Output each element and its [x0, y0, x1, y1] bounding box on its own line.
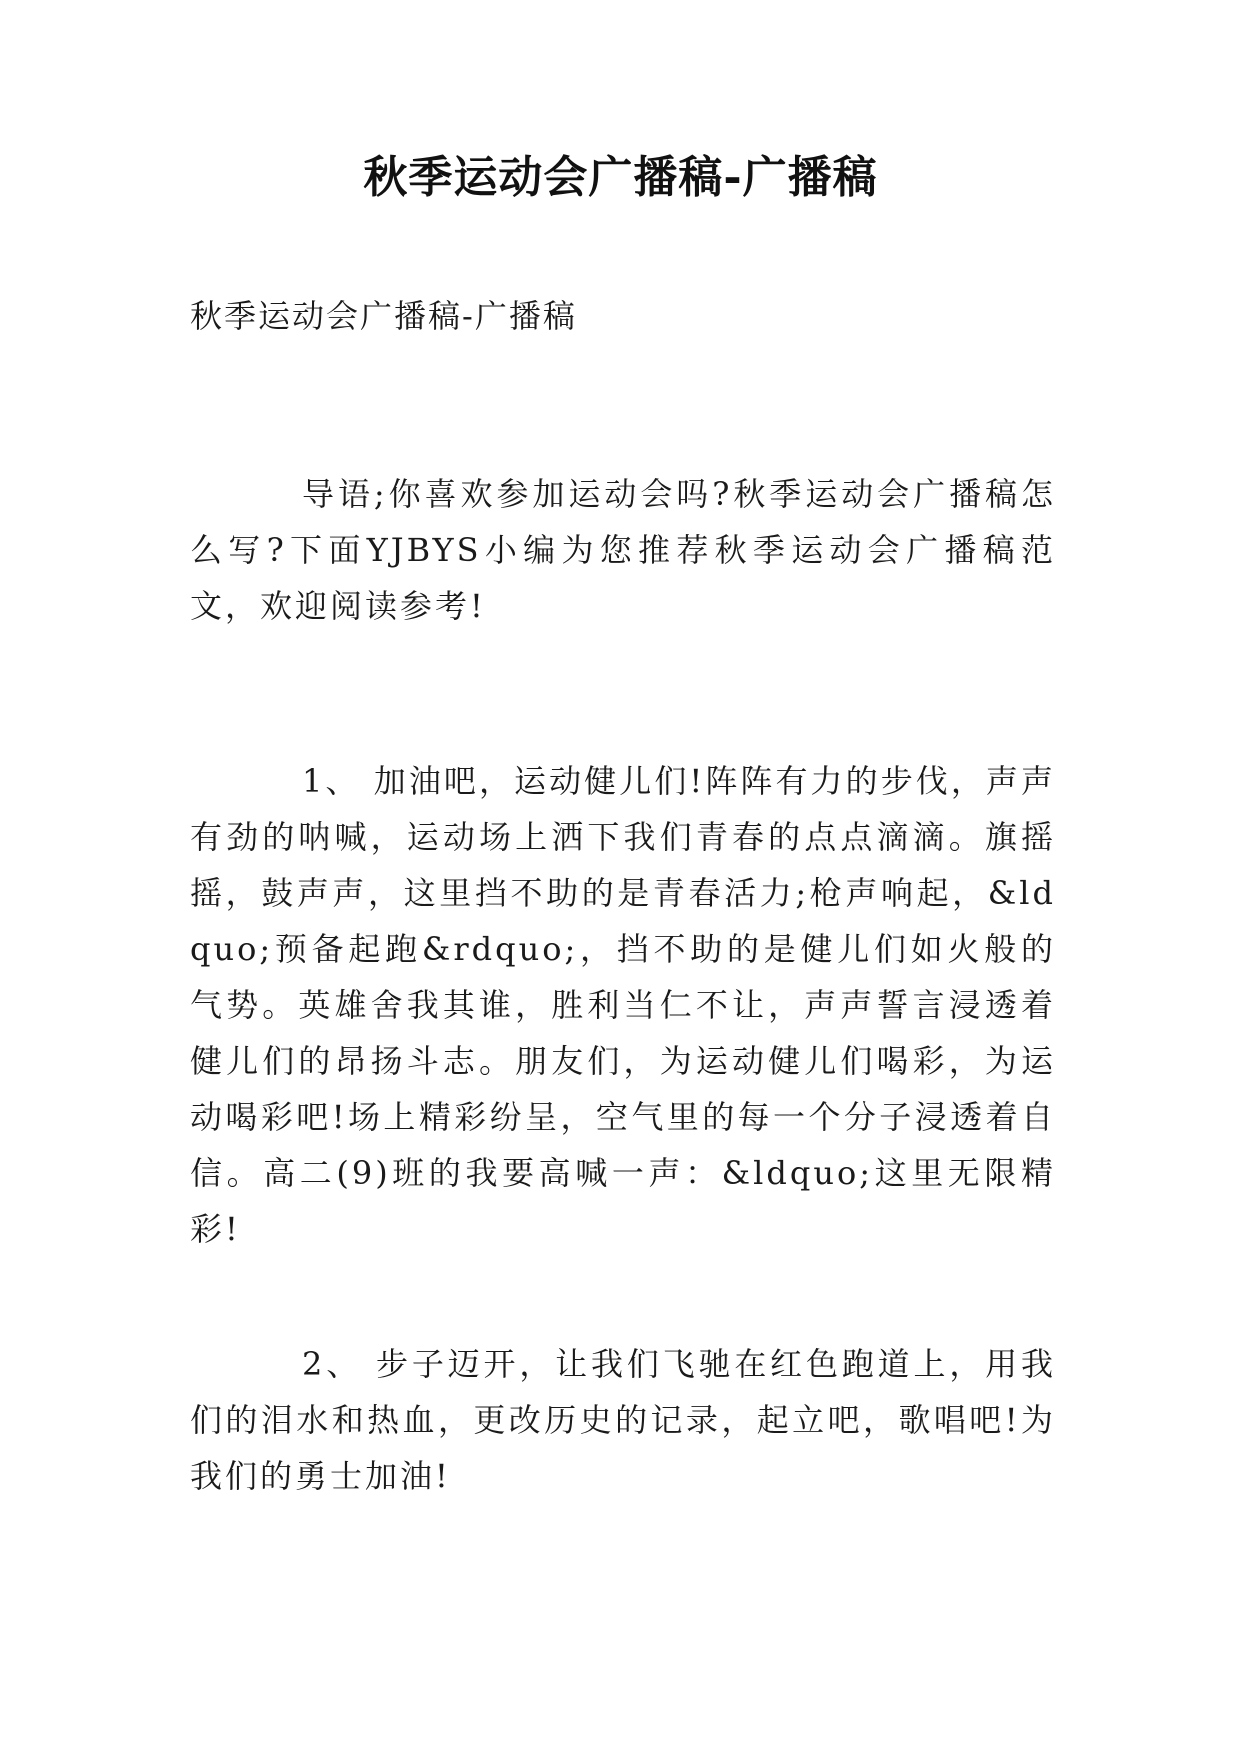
paragraph-2: 2、 步子迈开，让我们飞驰在红色跑道上，用我们的泪水和热血，更改历史的记录，起立吧，歌唱吧!为我们的勇士加油!: [190, 1345, 1056, 1495]
paragraph-1: 1、 加油吧，运动健儿们!阵阵有力的步伐，声声有劲的呐喊，运动场上洒下我们青春的点点滴滴。旗摇摇，鼓声声，这里挡不助的是青春活力;枪声响起，&ldquo;预备起跑&rdquo;，挡不助的是健儿们如火般的气势。英雄舍我其谁，胜利当仁不让，声声誓言浸透着健儿们的昂扬斗志。朋友们，为运动健儿们喝彩，为运动喝彩吧!场上精彩纷呈，空气里的每一个分子浸透着自信。高二(9)班的我要高喊一声：&ldquo;这里无限精彩!: [190, 762, 1056, 1248]
document-title: 秋季运动会广播稿-广播稿: [363, 152, 878, 203]
document-subtitle: 秋季运动会广播稿-广播稿: [190, 297, 577, 335]
intro-paragraph: 导语;你喜欢参加运动会吗?秋季运动会广播稿怎么写?下面YJBYS小编为您推荐秋季运动会广播稿范文，欢迎阅读参考!: [190, 475, 1056, 625]
